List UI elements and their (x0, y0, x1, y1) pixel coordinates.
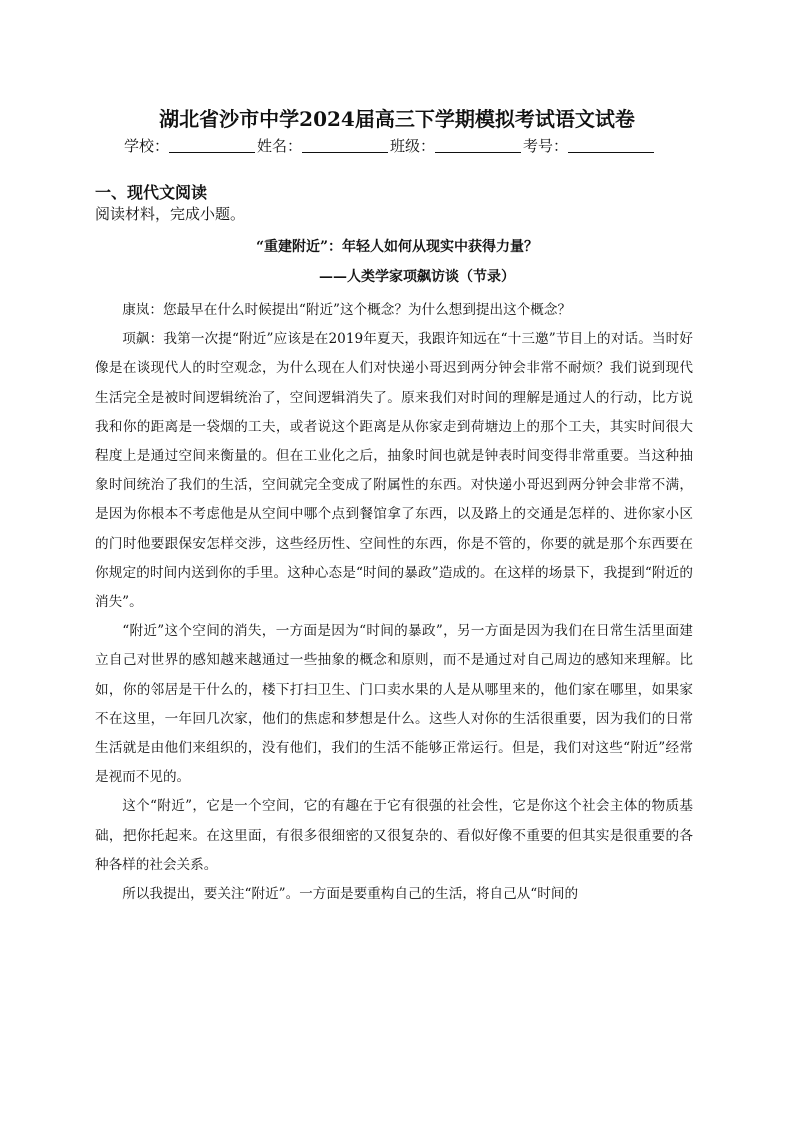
paragraph: “附近”这个空间的消失，一方面是因为“时间的暴政”，另一方面是因为我们在日常生活里面建立自己对世界的感知越来越通过一些抽象的概念和原则，而不是通过对自己周边的感知来理解。比如，你的邻居是干什么的，楼下打扫卫生、门口卖水果的人是从哪里来的，他们家在哪里，如果家不在这里，一年回几次家，他们的焦虑和梦想是什么。这些人对你的生活很重要，因为我们的日常生活就是由他们来组织的，没有他们，我们的生活不能够正常运行。但是，我们对这些“附近”经常是视而不见的。 (95, 623, 693, 786)
article-title: “重建附近”：年轻人如何从现实中获得力量？ (255, 239, 539, 255)
number-label: 考号： (523, 137, 569, 155)
name-blank[interactable] (302, 138, 388, 153)
article-subtitle: ——人类学家项飙访谈（节录） (319, 269, 515, 285)
class-label: 班级： (390, 137, 436, 155)
paragraph: 项飙：我第一次提“附近”应该是在2019年夏天，我跟许知远在“十三邀”节目上的对话。当时好像是在谈现代人的时空观念，为什么现在人们对快递小哥迟到两分钟会非常不耐烦？我们说到现代生活完全是被时间逻辑统治了，空间逻辑消失了。原来我们对时间的理解是通过人的行动，比方说我和你的距离是一袋烟的工夫，或者说这个距离是从你家走到荷塘边上的那个工夫，其实时间很大程度上是通过空间来衡量的。但在工业化之后，抽象时间也就是钟表时间变得非常重要。当这种抽象时间统治了我们的生活，空间就完全变成了附属性的东西。对快递小哥迟到两分钟会非常不满，是因为你根本不考虑他是从空间中哪个点到餐馆拿了东西，以及路上的交通是怎样的、进你家小区的门时他要跟保安怎样交涉，这些经历性、空间性的东西，你是不管的，你要的就是那个东西要在你规定的时间内送到你的手里。这种心态是“时间的暴政”造成的。在这样的场景下，我提到“附近的消失”。 (95, 331, 693, 611)
student-info-line (124, 135, 684, 156)
section-heading: 一、现代文阅读 (95, 183, 208, 202)
school-blank[interactable] (169, 138, 255, 153)
class-blank[interactable] (435, 138, 521, 153)
number-blank[interactable] (568, 138, 654, 153)
paragraph: 所以我提出，要关注“附近”。一方面是要重构自己的生活，将自己从“时间的 (122, 886, 579, 903)
article-body (95, 296, 693, 909)
name-label: 姓名： (257, 137, 303, 155)
instruction-text: 阅读材料，完成小题。 (95, 205, 246, 223)
school-label: 学校： (124, 137, 170, 155)
paragraph: 康岚：您最早在什么时候提出“附近”这个概念？为什么想到提出这个概念？ (122, 302, 572, 318)
exam-title: 湖北省沙市中学2024届高三下学期模拟考试语文试卷 (159, 107, 635, 131)
paragraph: 这个“附近”，它是一个空间，它的有趣在于它有很强的社会性，它是你这个社会主体的物质基础，把你托起来。在这里面，有很多很细密的又很复杂的、看似好像不重要的但其实是很重要的各种各样的社会关系。 (95, 798, 693, 873)
